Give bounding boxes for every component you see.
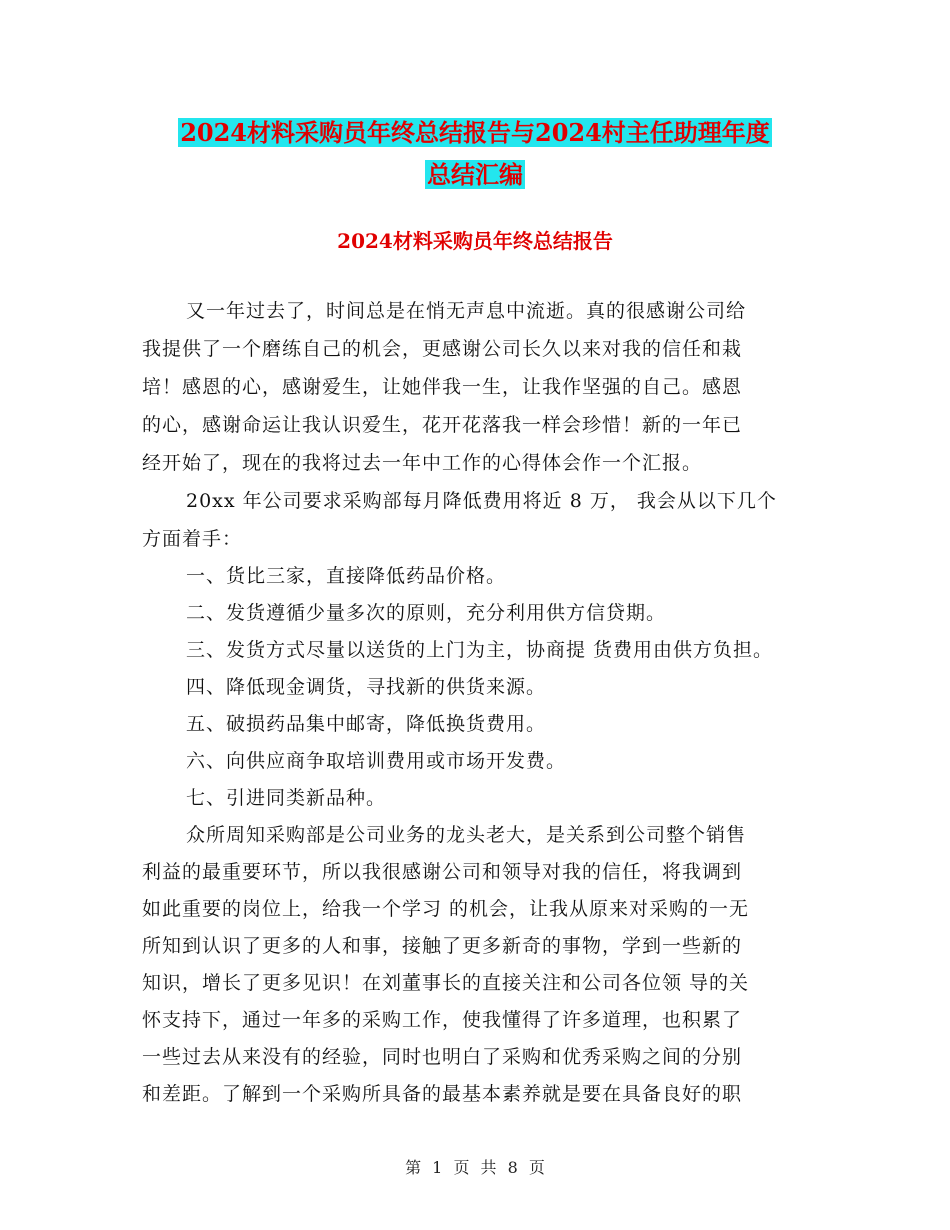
paragraph-line: 如此重要的岗位上，给我一个学习 的机会，让我从原来对采购的一无 <box>142 898 750 920</box>
paragraph-line: 我提供了一个磨练自己的机会，更感谢公司长久以来对我的信任和栽 <box>142 338 743 360</box>
paragraph-line: 培！感恩的心，感谢爱生，让她伴我一生，让我作坚强的自己。感恩 <box>142 376 743 398</box>
paragraph-line: 20xx 年公司要求采购部每月降低费用将近 8 万， 我会从以下几个 <box>186 490 777 512</box>
paragraph-line: 所知到认识了更多的人和事，接触了更多新奇的事物，学到一些新的 <box>142 935 743 957</box>
paragraph-line: 的心，感谢命运让我认识爱生，花开花落我一样会珍惜！新的一年已 <box>142 414 743 436</box>
paragraph-line: 知识，增长了更多见识！在刘董事长的直接关注和公司各位领 导的关 <box>142 972 750 994</box>
list-item: 七、引进同类新品种。 <box>186 787 387 809</box>
paragraph-line: 怀支持下，通过一年多的采购工作，使我懂得了许多道理，也积累了 <box>142 1009 743 1031</box>
document-title-line-1: 2024材料采购员年终总结报告与2024村主任助理年度 <box>180 118 770 147</box>
list-item: 四、降低现金调货，寻找新的供货来源。 <box>186 676 547 698</box>
paragraph-line: 又一年过去了，时间总是在悄无声息中流逝。真的很感谢公司给 <box>186 300 747 322</box>
paragraph-line: 经开始了，现在的我将过去一年中工作的心得体会作一个汇报。 <box>142 452 703 474</box>
paragraph-line: 众所周知采购部是公司业务的龙头老大，是关系到公司整个销售 <box>186 824 747 846</box>
list-item: 五、破损药品集中邮寄，降低换货费用。 <box>186 713 547 735</box>
section-title: 2024材料采购员年终总结报告 <box>337 229 613 253</box>
paragraph-line: 和差距。了解到一个采购所具备的最基本素养就是要在具备良好的职 <box>142 1083 743 1105</box>
paragraph-line: 一些过去从来没有的经验，同时也明白了采购和优秀采购之间的分别 <box>142 1046 743 1068</box>
list-item: 三、发货方式尽量以送货的上门为主，协商提 货费用由供方负担。 <box>186 639 774 661</box>
paragraph-line: 方面着手： <box>142 528 243 550</box>
list-item: 一、货比三家，直接降低药品价格。 <box>186 565 507 587</box>
document-title-line-2: 总结汇编 <box>427 160 523 189</box>
list-item: 二、发货遵循少量多次的原则，充分利用供方信贷期。 <box>186 602 667 624</box>
paragraph-line: 利益的最重要环节，所以我很感谢公司和领导对我的信任，将我调到 <box>142 861 743 883</box>
list-item: 六、向供应商争取培训费用或市场开发费。 <box>186 750 567 772</box>
page-footer: 第 1 页 共 8 页 <box>405 1158 545 1177</box>
